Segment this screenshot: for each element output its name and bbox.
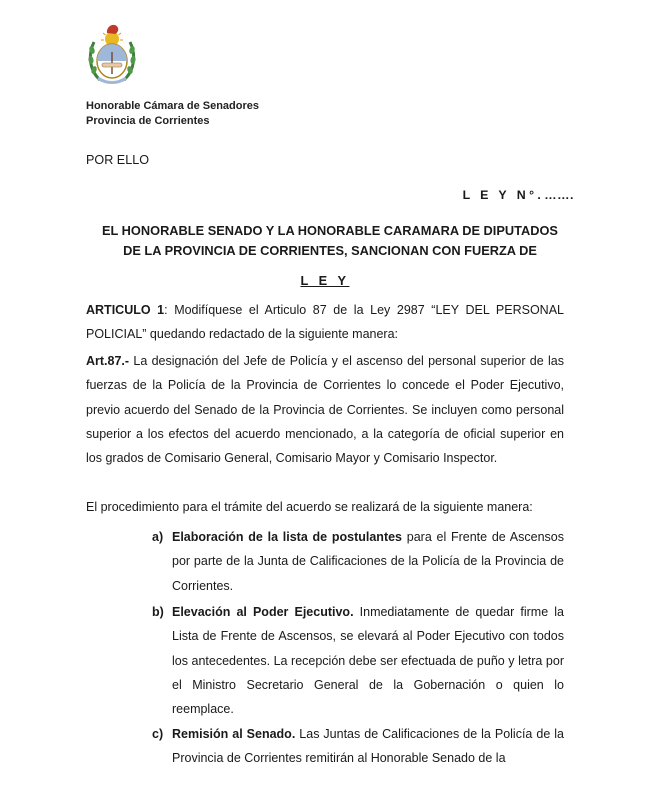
- ley-number: [463, 188, 574, 202]
- art-87: [86, 349, 564, 470]
- por-ello: POR ELLO: [86, 153, 149, 167]
- list-item-letter: b): [152, 605, 164, 619]
- ley-number-dots: …….: [544, 188, 574, 202]
- list-item-title: Remisión al Senado.: [172, 727, 296, 741]
- list-item: [154, 525, 564, 598]
- ley-number-label: L E Y N°.: [462, 188, 545, 202]
- sanction-heading-line2: DE LA PROVINCIA DE CORRIENTES, SANCIONAN CON FUERZA DE: [123, 243, 537, 258]
- institution-province: Provincia de Corrientes: [86, 115, 210, 127]
- coat-of-arms-icon: [86, 20, 138, 86]
- list-item: [154, 722, 564, 771]
- list-item-text: Las Juntas de Calificaciones de la Policía de la Provincia de Corrientes remitirán al Honorable Senado de la: [172, 727, 564, 766]
- list-item-text: para el Frente de Ascensos por parte de la Junta de Calificaciones de la Policía de la Provincia de Corrientes.: [172, 530, 564, 593]
- list-item: [154, 600, 564, 721]
- list-item-title: Elevación al Poder Ejecutivo.: [172, 605, 354, 619]
- articulo-1-text: : Modifíquese el Articulo 87 de la Ley 2987 “LEY DEL PERSONAL POLICIAL” quedando redactado de la siguiente manera:: [86, 303, 564, 342]
- list-item-text: Inmediatamente de quedar firme la Lista de Frente de Ascensos, se elevará al Poder Ejecutivo con todos los antecedentes. La recepción debe ser efectuada de puño y letra por el Ministro Secretario General de la Gobernación o quien lo reemplace.: [172, 605, 564, 717]
- list-item-letter: c): [152, 727, 164, 741]
- list-item-letter: a): [152, 530, 164, 544]
- institution-name: Honorable Cámara de Senadores: [86, 100, 260, 112]
- institution-header: [86, 99, 259, 129]
- art-87-text: La designación del Jefe de Policía y el ascenso del personal superior de las fuerzas de la Policía de la Provincia de Corrientes lo concede el Poder Ejecutivo, previo acuerdo del Senado de la Provincia de Corrientes. Se incluyen como personal superior a los efectos del acuerdo mencionado, a la categoría de oficial superior en los grados de Comisario General, Comisario Mayor y Comisario Inspector.: [86, 354, 564, 466]
- procedimiento-intro: El procedimiento para el trámite del acuerdo se realizará de la siguiente manera:: [86, 500, 533, 514]
- articulo-1: [86, 298, 564, 347]
- list-item-title: Elaboración de la lista de postulantes: [172, 530, 403, 544]
- sanction-heading-line1: EL HONORABLE SENADO Y LA HONORABLE CARAMARA DE DIPUTADOS: [102, 223, 558, 238]
- art-87-label: Art.87.-: [86, 354, 130, 368]
- ley-title: L E Y: [300, 273, 350, 288]
- articulo-1-label: ARTICULO 1: [86, 303, 165, 317]
- sanction-heading: [86, 221, 574, 261]
